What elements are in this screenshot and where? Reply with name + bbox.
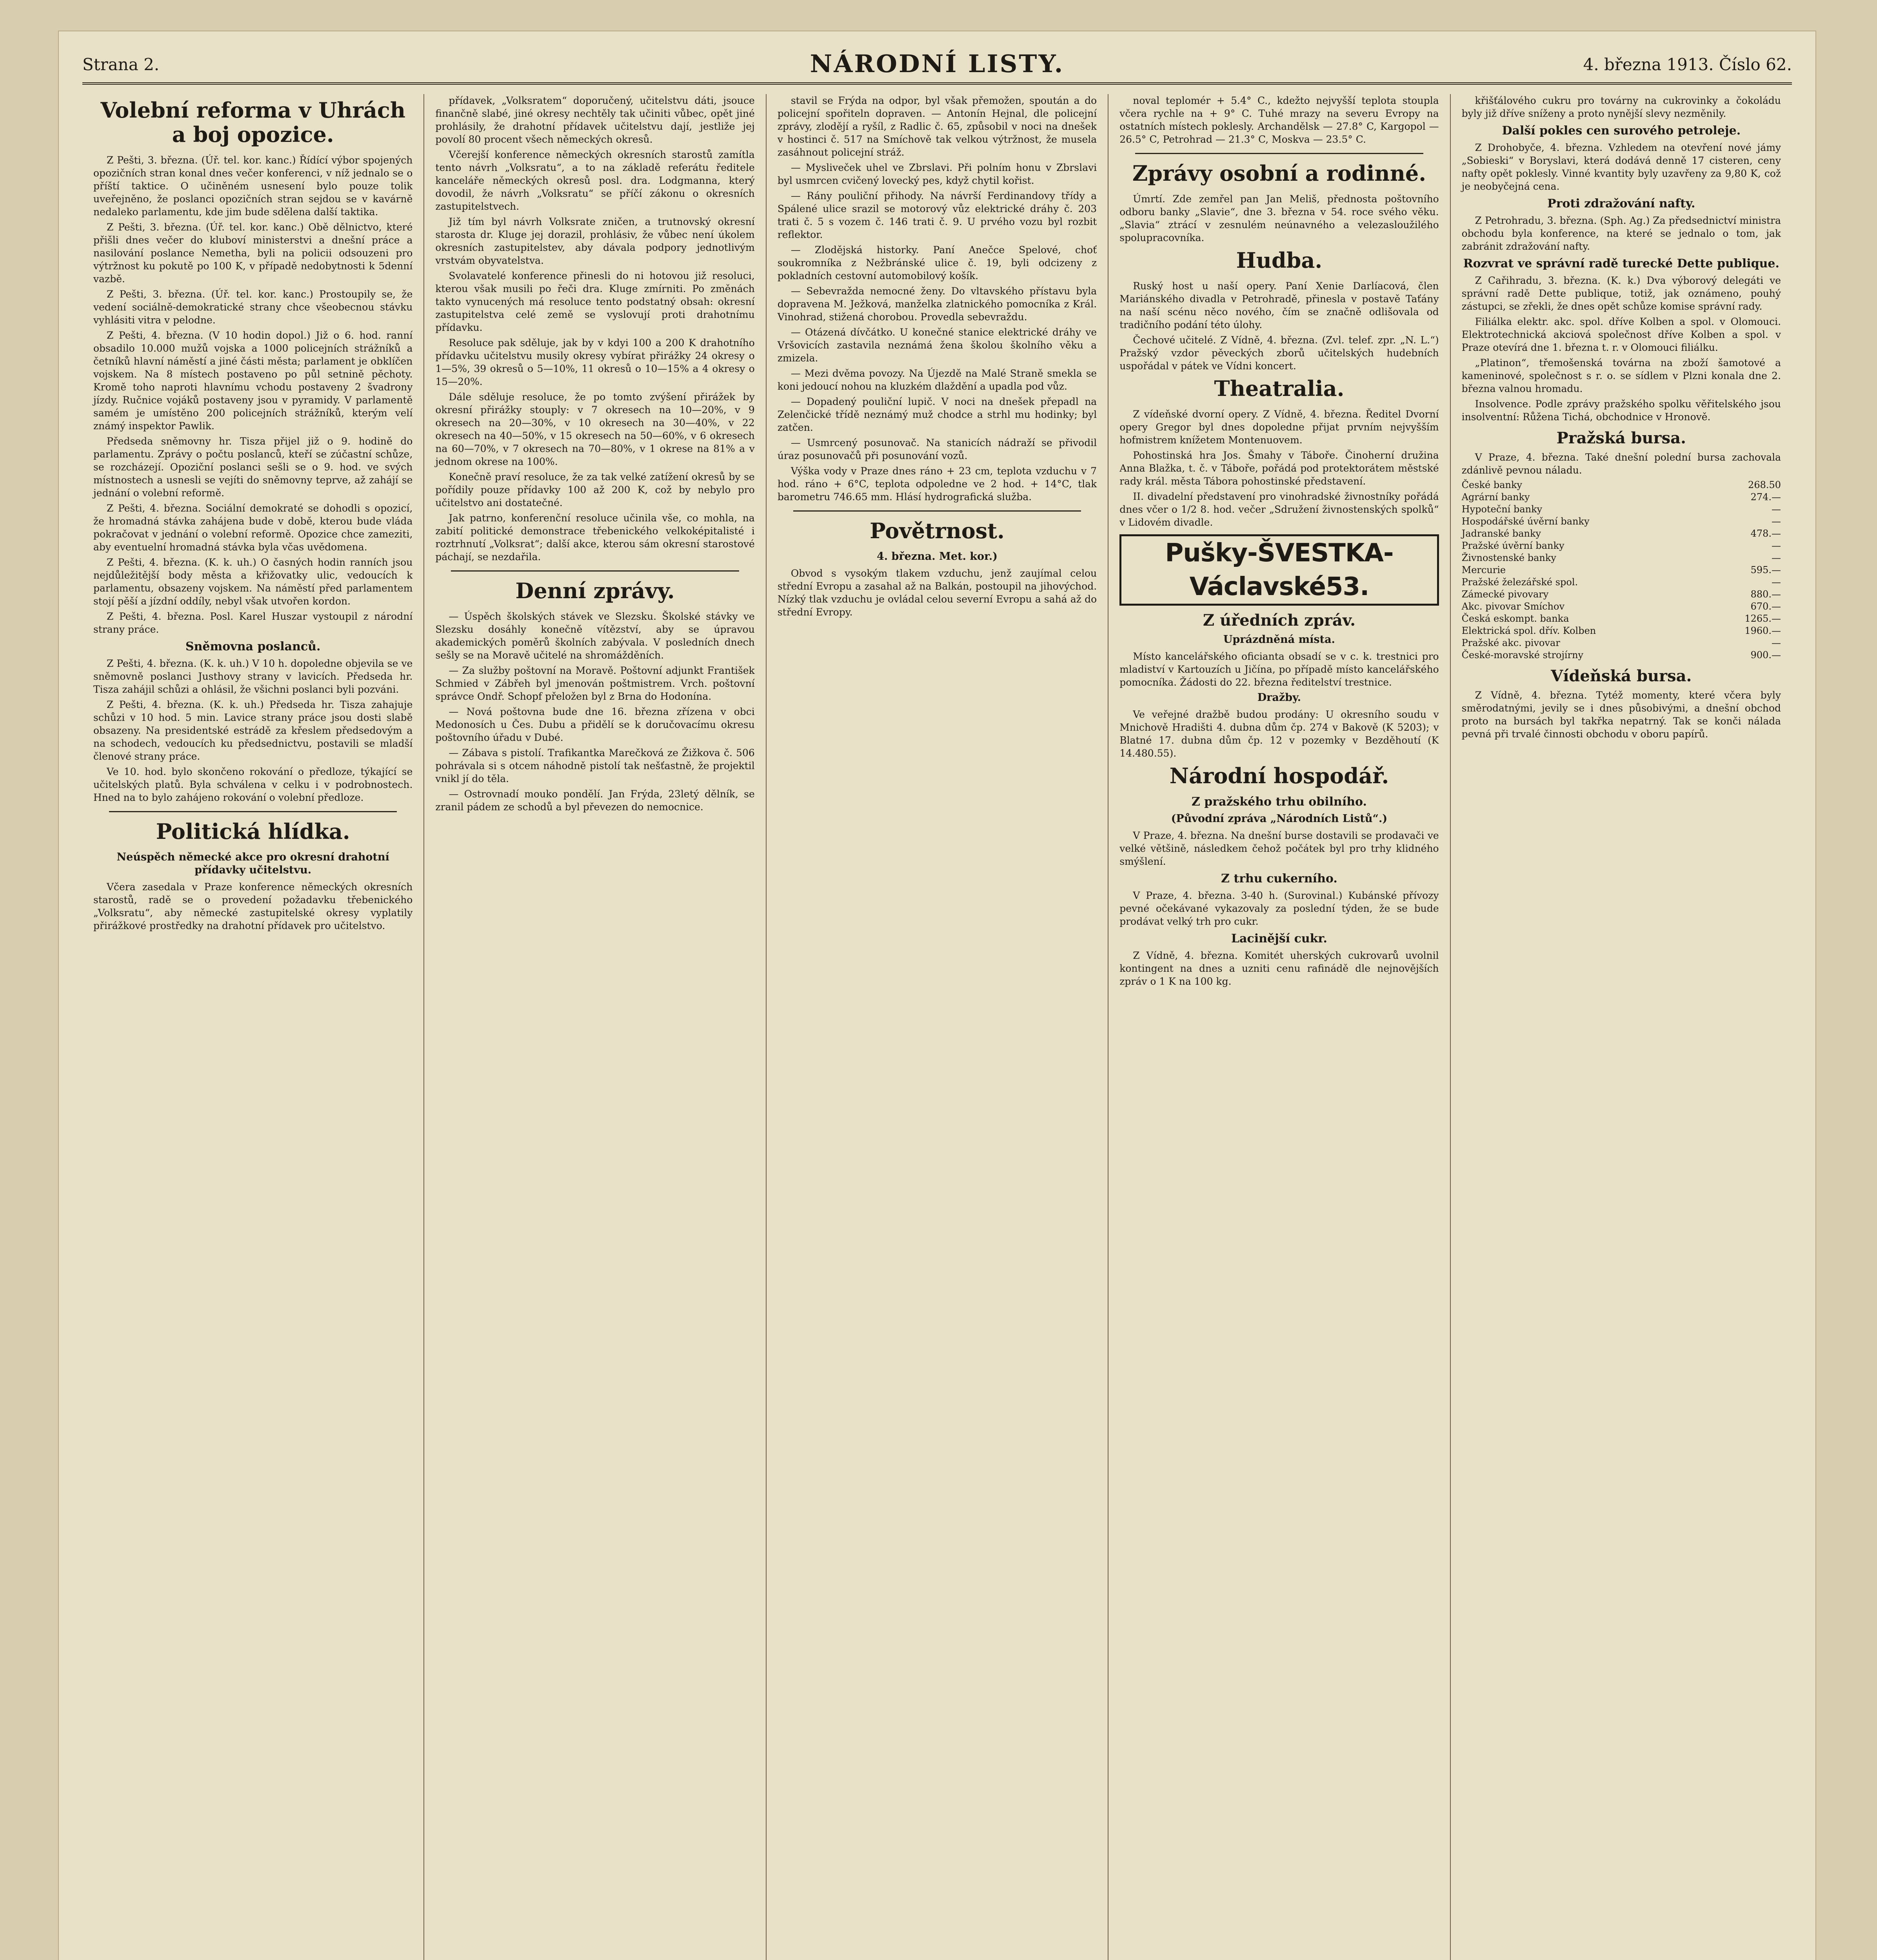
subheadline: Neúspěch německé akce pro okresní drahotní přídavky učitelstvu.	[116, 851, 389, 876]
page-header	[82, 47, 1792, 85]
article-paragraph: Úmrtí. Zde zemřel pan Jan Meliš, přednosta poštovního odboru banky „Slavie“, dne 3. března v 54. roce svého věku. „Slavia“ ztrácí v zesnulém neúnavného a velezasloužilého spolupracovníka.	[1119, 193, 1439, 243]
article-paragraph: — Za služby poštovní na Moravě. Poštovní adjunkt František Schmied v Zábřeh byl jmenován poštmistrem. Vrch. poštovní správce Ondř. Schopf přeložen byl z Brna do Hodonína.	[435, 665, 755, 702]
dateline: 4. března 1913. Číslo 62.	[1583, 55, 1792, 74]
masthead: NÁRODNÍ LISTY.	[810, 49, 1065, 78]
bourse-name: Zámecké pivovary	[1461, 589, 1549, 600]
article-paragraph: Konečně praví resoluce, že za tak velké zatížení okresů by se pořídily pouze přídavky 100 až 200 K, což by nebylo pro učitelstvo ani dostatečné.	[435, 471, 755, 508]
bourse-value: 1960.—	[1744, 625, 1781, 636]
article-paragraph: Čechové učitelé. Z Vídně, 4. března. (Zvl. telef. zpr. „N. L.“) Pražský vzdor pěveckých zborů učitelských hudebních uspořádal v pátek ve Vídni koncert.	[1119, 334, 1439, 372]
bourse-row	[1462, 515, 1781, 528]
bourse-name: Pražské úvěrní banky	[1461, 540, 1564, 551]
headline-prague-bourse: Pražská bursa.	[1556, 429, 1686, 447]
bourse-value: 595.—	[1750, 564, 1781, 575]
article-paragraph: Ve veřejné dražbě budou prodány: U okresního soudu v Mnichově Hradišti 4. dubna dům čp. 274 v Bakově (K 5203); v Blatné 17. dubna dům čp. 12 v pozemky v Bezděhoutí (K 14.480.55).	[1119, 709, 1439, 759]
article-paragraph: V Praze, 4. března. Na dnešní burse dostavili se prodavači ve velké většině, následkem čehož počátek byl pro trhy klidného smýšlení.	[1119, 830, 1439, 867]
article-paragraph: Včerejší konference německých okresních starostů zamítla tento návrh „Volksratu“, a to na základě referátu ředitele kanceláře německých okresů posl. dra. Lodgmanna, který dovodil, že návrh „Volksratu“ se příčí zákonu o okresních zastupitelstvech.	[435, 149, 755, 212]
article-paragraph: „Platinon“, třemošenská továrna na zboží šamotové a kameninové, společnost s r. o. se sídlem v Plzni konala dne 2. března valnou hromadu.	[1461, 357, 1781, 394]
bourse-name: Česká eskompt. banka	[1461, 613, 1569, 624]
subheading-chamber: Sněmovna poslanců.	[185, 640, 321, 653]
subheadline: (Původní zpráva „Národních Listů“.)	[1171, 813, 1388, 825]
article-paragraph: křišťálového cukru pro továrny na cukrovinky a čokoládu byly již dříve sníženy a proto nynější slevy nezměnily.	[1461, 95, 1781, 119]
article-paragraph: stavil se Frýda na odpor, byl však přemožen, spoután a do policejní spořiteln dopraven. — Antonín Hejnal, dle policejní zprávy, zlodějí a ryšíl, z Radlic č. 65, způsobil v noci na dnešek v hostinci č. 517 na Smíchově tak velkou výtržnost, že musela zasáhnout policejní stráž.	[777, 95, 1097, 158]
bourse-name: Hospodářské úvěrní banky	[1461, 516, 1590, 527]
article-paragraph: noval teplomér + 5.4° C., kdežto nejvyšší teplota stoupla včera rychle na + 9° C. Tuhé mrazy na severu Evropy na ostatních místech poklesly. Archandělsk — 27.8° C, Kargopol — 26.5° C, Petrohrad — 21.3° C, Moskva — 23.5° C.	[1119, 95, 1439, 145]
column-5	[1451, 94, 1792, 1960]
article-paragraph: — Dopadený pouliční lupič. V noci na dnešek přepadl na Zelenčické třídě neznámý muž chodce a strhl mu hodinky; byl zatčen.	[777, 396, 1097, 433]
bourse-row	[1462, 576, 1781, 588]
bourse-name: Hypoteční banky	[1461, 504, 1543, 515]
article-paragraph: Dále sděluje resoluce, že po tomto zvýšení přirážek by okresní přirážky stouply: v 7 okresech na 10—20%, v 9 okresech na 20—30%, v 10 okresech na 30—40%, v 22 okresech na 40—50%, v 15 okresech na 50—60%, v 6 okresech na 60—70%, v 7 okresech na 70—80%, v 1 okrese na 81% a v jednom okrese na 100%.	[435, 391, 755, 467]
bourse-name: Jadranské banky	[1461, 528, 1541, 539]
column-1	[82, 94, 424, 1960]
bourse-row	[1462, 540, 1781, 552]
bourse-name: Elektrická spol. dřív. Kolben	[1461, 625, 1596, 636]
column-3	[767, 94, 1108, 1960]
article-paragraph: — Usmrcený posunovač. Na stanicích nádraží se přivodil úraz posunovačů při posunování vozů.	[777, 437, 1097, 461]
article-paragraph: Z Pešti, 4. března. Sociální demokraté se dohodli s opozicí, že hromadná stávka zahájena bude v době, kterou bude vláda pokračovat v jednání o volební reformě. Opozice chce zameziti, aby eventuelní hromadná stávka byla včas uvědomena.	[93, 503, 413, 553]
article-paragraph: Pohostinská hra Jos. Šmahy v Táboře. Činoherní družina Anna Blažka, t. č. v Táboře, pořádá pod protektorátem městské rady král. města Tábora pohostinské představení.	[1119, 450, 1439, 487]
article-paragraph: Resoluce pak sděluje, jak by v kdyi 100 a 200 K drahotního přídavku učitelstvu musily okresy vybírat přirážky 24 okresy o 1—5%, 39 okresů o 5—10%, 11 okresů o 10—15% a 4 okresy o 15—20%.	[435, 337, 755, 387]
article-paragraph: Z Vídně, 4. března. Tytéž momenty, které včera byly směrodatnými, jevily se i dnes působivými, a dnešní obchod proto na bursách byl takřka nepatrný. Tak se konči nálada pevná při trvalé činnosti obchodu v oboru papírů.	[1461, 690, 1781, 740]
article-paragraph: Obvod s vysokým tlakem vzduchu, jenž zaujímal celou střední Evropu a zasahal až na Balkán, postoupil na jihovýchod. Nízký tlak vzduchu je ovládal celou severní Evropu a sahá až do střední Evropy.	[777, 568, 1097, 618]
article-paragraph: — Rány pouliční přihody. Na návrší Ferdinandovy třídy a Spálené ulice srazil se motorový vůz elektrické dráhy č. 203 trati č. 5 s vozem č. 146 trati č. 9. U prvého vozu byl rozbit reflektor.	[777, 190, 1097, 240]
article-paragraph: Z Cařihradu, 3. března. (K. k.) Dva výborový delegáti ve správní radě Dette publique, totiž, jak oznámeno, pouhý zástupci, se zřekli, že dnes opět schůze komise správní rady.	[1461, 275, 1781, 312]
bourse-name: Akc. pivovar Smíchov	[1461, 601, 1564, 612]
bourse-row	[1462, 637, 1781, 649]
headline-daily-news: Denní zprávy.	[515, 578, 675, 603]
headline-vienna-bourse: Vídeňská bursa.	[1551, 667, 1692, 685]
headline-music: Hudba.	[1236, 248, 1323, 273]
article-paragraph: Ve 10. hod. bylo skončeno rokování o předloze, týkající se učitelských platů. Byla schválena v celku i v podrobnostech. Hned na to bylo zahájeno rokování o volební předloze.	[93, 766, 413, 803]
subheading-cheaper-sugar: Lacinější cukr.	[1231, 932, 1327, 946]
advertisement-box: Pušky-ŠVESTKA-Václavské53.	[1119, 534, 1439, 606]
article-paragraph: Výška vody v Praze dnes ráno + 23 cm, teplota vzduchu v 7 hod. ráno + 6°C, teplota odpoledne ve 2 hod. + 14°C, tlak barometru 746.65 mm. Hlásí hydrografická služba.	[777, 465, 1097, 503]
article-paragraph: Svolavatelé konference přinesli do ni hotovou již resoluci, kterou však musili po řeči dra. Kluge zmírniti. Po změnách takto vynucených má resoluce tento podstatný obsah: okresní zastupitelstva celé země se vyslovují proti drahotnímu přídavku.	[435, 270, 755, 333]
article-paragraph: — Nová poštovna bude dne 16. března zřízena v obci Medonosích u Čes. Dubu a přidělí se k doručovacímu okresu poštovního úřadu v Dubé.	[435, 706, 755, 743]
bourse-name: České-moravské strojírny	[1461, 650, 1584, 661]
subheading-grain-market: Z pražského trhu obilního.	[1191, 795, 1367, 809]
article-paragraph: Včera zasedala v Praze konference německých okresních starostů, radě se o provedení požadavku třebenického „Volksratu“, aby německé zastupitelské okresy vyplatily přirážkové prostředky na drahotní přídavek pro učitelstvo.	[93, 881, 413, 931]
article-paragraph: Z vídeňské dvorní opery. Z Vídně, 4. března. Ředitel Dvorní opery Gregor byl dnes dopoledne přijat prvním nejvyšším hofmistrem knížetem Montenuovem.	[1119, 408, 1439, 446]
section-divider	[793, 510, 1081, 512]
bourse-table	[1462, 479, 1781, 661]
bourse-row	[1462, 503, 1781, 515]
article-paragraph: Z Pešti, 3. března. (Úř. tel. kor. kanc.) Obě dělnictvo, které přišli dnes večer do kluboví ministerstvi a dnešní práce a nasilování poslance Nemetha, byli na policii odsouzeni pro výtržnost ku pokutě po 100 K, v případě nedobytnosti k 5denní vazbě.	[93, 221, 413, 285]
article-paragraph: — Mysliveček uhel ve Zbrslavi. Při polním honu v Zbrslavi byl usmrcen cvičený lovecký pes, když chytil kořist.	[777, 162, 1097, 186]
article-paragraph: Z Pešti, 4. března. Posl. Karel Huszar vystoupil z národní strany práce.	[93, 611, 413, 635]
subheading-naphtha: Proti zdražování nafty.	[1547, 197, 1695, 211]
bourse-value: 880.—	[1750, 589, 1781, 600]
subheadline: Dražby.	[1257, 691, 1301, 704]
bourse-value: 1265.—	[1744, 613, 1781, 624]
article-paragraph: II. divadelní představení pro vinohradské živnostníky pořádá dnes včer o 1/2 8. hod. večer „Sdružení živnostenských spolků“ v Lidovém divadle.	[1119, 491, 1439, 528]
section-divider	[1135, 153, 1423, 154]
article-paragraph: Z Vídně, 4. března. Komitét uherských cukrovarů uvolnil kontingent na dnes a uzniti cenu rafinádě dle nejnovějších zpráv o 1 K na 100 kg.	[1119, 950, 1439, 987]
bourse-value: 268.50	[1748, 479, 1781, 490]
bourse-value: —	[1772, 540, 1781, 551]
newspaper-page	[59, 31, 1815, 1960]
article-paragraph: Z Pešti, 4. března. (K. k. uh.) V 10 h. dopoledne objevila se ve sněmovně poslanci Justhovy strany v lavicích. Předseda hr. Tisza zahájil schůzi a ohlásil, že všichni poslanci byli pozváni.	[93, 658, 413, 695]
article-paragraph: přídavek, „Volksratem“ doporučený, učitelstvu dáti, jsouce finančně slabé, jiné okresy nechtěly tak učiniti vůbec, opět jiné prohlásily, že drahotní přídavek učitelstvu dají, jestliže jej povolí 80 procent všech německých okresů.	[435, 95, 755, 145]
bourse-value: —	[1772, 552, 1781, 563]
article-paragraph: V Praze, 4. března. Také dnešní polední bursa zachovala zdánlivě pevnou náladu.	[1461, 452, 1781, 476]
bourse-name: Mercurie	[1461, 564, 1506, 575]
article-paragraph: V Praze, 4. března. 3-40 h. (Surovinal.) Kubánské přívozy pevné očekávané vykazovaly za poslední týden, že se bude prodávat velký trh pro cukr.	[1119, 890, 1439, 927]
subheadline: Uprázdněná místa.	[1223, 633, 1335, 646]
article-paragraph: — Mezi dvěma povozy. Na Újezdě na Malé Straně smekla se koni jedoucí nohou na kluzkém dlaždění a upadla pod vůz.	[777, 368, 1097, 392]
article-columns	[82, 94, 1792, 1960]
bourse-value: 274.—	[1750, 492, 1781, 503]
article-paragraph: Již tím byl návrh Volksrate zničen, a trutnovský okresní starosta dr. Kluge jej dorazil, prohlásiv, že vůbec není úkolem okresních zastupitelstev, aby dávala podpory jednotlivým vrstvám obyvatelstva.	[435, 216, 755, 266]
bourse-name: Pražské akc. pivovar	[1461, 637, 1560, 648]
bourse-row	[1462, 479, 1781, 491]
bourse-name: Pražské železářské spol.	[1461, 577, 1578, 588]
bourse-name: Agrární banky	[1461, 492, 1530, 503]
article-paragraph: — Úspěch školských stávek ve Slezsku. Školské stávky ve Slezsku dosáhly konečně vítězství, aby se úpravou akademických poměrů školních zabývala. V posledních dnech sešly se na Moravě učitelé na shromážděních.	[435, 611, 755, 661]
article-paragraph: Z Pešti, 3. března. (Úř. tel. kor. kanc.) Prostoupily se, že vedení sociálně-demokratické strany chce všeobecnou stávku vyhlásiti vitra v pelodne.	[93, 289, 413, 326]
bourse-value: —	[1772, 504, 1781, 515]
article-paragraph: Z Pešti, 3. března. (Úř. tel. kor. kanc.) Řídící výbor spojených opozičních stran konal dnes večer konferenci, v níž jednalo se o příští taktice. O učiněném usnesení bylo pouze tolik uveřejněno, že poslanci opozičních stran sejdou se v kavárně nedaleko parlamentu, kde jim bude sdělena další taktika.	[93, 154, 413, 218]
bourse-value: —	[1772, 516, 1781, 527]
headline-theatralia: Theatralia.	[1214, 376, 1345, 401]
bourse-value: —	[1772, 637, 1781, 648]
article-paragraph: — Zábava s pistolí. Trafikantka Marečková ze Žižkova č. 506 pohrávala si s otcem náhodně pistolí tak nešťastně, že projektil vnikl jí do těla.	[435, 747, 755, 784]
bourse-name: Živnostenské banky	[1461, 552, 1556, 563]
bourse-value: 900.—	[1750, 650, 1781, 661]
headline-weather: Povětrnost.	[870, 518, 1005, 543]
article-paragraph: Z Petrohradu, 3. března. (Sph. Ag.) Za předsednictví ministra obchodu byla konference, na které se jednalo o tom, jak zabránit zdražování nafty.	[1461, 215, 1781, 252]
bourse-row	[1462, 564, 1781, 576]
article-paragraph: — Otázená dívčátko. U konečné stanice elektrické dráhy ve Vršovicích zastavila neznámá žena školou školního věku a zmizela.	[777, 327, 1097, 364]
bourse-row	[1462, 625, 1781, 637]
bourse-row	[1462, 601, 1781, 613]
section-divider	[109, 811, 397, 812]
article-paragraph: Z Drohobyče, 4. března. Vzhledem na otevření nové jámy „Sobieski“ v Boryslavi, která dodává denně 17 cisteren, ceny nafty opět poklesly. Vinné kvantity byly uzavřeny za 9,80 K, což je neobyčejná cena.	[1461, 142, 1781, 192]
headline-official-news: Z úředních zpráv.	[1203, 611, 1356, 630]
article-paragraph: Z Pešti, 4. března. (K. k. uh.) Předseda hr. Tisza zahajuje schůzi v 10 hod. 5 min. Lavice strany práce jsou dosti slabě obsazeny. Na presidentské estrádě za křeslem předsedovým a na schodech, vedoucích ku předsednictvu, postavili se mladší členové strany práce.	[93, 699, 413, 762]
headline-personal-news: Zprávy osobní a rodinné.	[1132, 161, 1426, 186]
article-paragraph: Filiálka elektr. akc. spol. dříve Kolben a spol. v Olomouci. Elektrotechnická akciová společnost dříve Kolben a spol. v Praze otevírá dne 1. března t. r. v Olomouci filiálku.	[1461, 316, 1781, 353]
bourse-row	[1462, 613, 1781, 625]
article-paragraph: Z Pešti, 4. března. (K. k. uh.) O časných hodin ranních jsou nejdůležitější body města a křižovatky ulic, vedoucích k parlamentu, obsazeny vojskem. Na náměstí před parlamentem stojí pěší a jízdní oddíly, nebyl však utvořen kordon.	[93, 557, 413, 607]
subheading-dette-publique: Rozvrat ve správní radě turecké Dette publique.	[1463, 257, 1779, 270]
bourse-value: 670.—	[1750, 601, 1781, 612]
bourse-value: —	[1772, 577, 1781, 588]
article-paragraph: — Ostrovnadí mouko pondělí. Jan Frýda, 23letý dělník, se zranil pádem ze schodů a byl převezen do nemocnice.	[435, 788, 755, 813]
subheading-petroleum: Další pokles cen surového petroleje.	[1502, 124, 1741, 138]
article-paragraph: Z Pešti, 4. března. (V 10 hodin dopol.) Již o 6. hod. ranní obsadilo 10.000 mužů vojska a 1000 policejních strážníků a četníků hlavní náměstí a jiné části města; parlament je obklíčen vojskem. Na 8 místech postaveno po půl setnině pěchoty. Kromě toho naproti hlavnímu vchodu postaveny 2 švadrony jízdy. Ručnice vojáků postaveny jsou v pyramidy. V parlamentě samém je umístěno 200 policejních strážníků, kterým velí známý inspektor Pawlik.	[93, 330, 413, 432]
subheadline: 4. března. Met. kor.)	[876, 550, 998, 563]
bourse-row	[1462, 528, 1781, 540]
article-paragraph: — Sebevražda nemocné ženy. Do vltavského přístavu byla dopravena M. Ježková, manželka zlatnického pomocníka z Král. Vinohrad, stižená chorobou. Provedla sebevraždu.	[777, 285, 1097, 323]
article-paragraph: — Zlodějská historky. Paní Anečce Spelové, choť soukromníka z Nežbránské ulice č. 19, byli odcizeny z pokladních cestovní automobilový košík.	[777, 244, 1097, 281]
page-number: Strana 2.	[82, 55, 160, 74]
headline-political-watch: Politická hlídka.	[156, 819, 350, 844]
column-2	[424, 94, 766, 1960]
article-paragraph: Místo kancelářského oficianta obsadí se v c. k. trestnici pro mladiství v Kartouzích u Jičína, po případě místo kancelářského pomocníka. Žádosti do 22. března ředitelství trestnice.	[1119, 651, 1439, 688]
article-paragraph: Insolvence. Podle zprávy pražského spolku věřitelského jsou insolventní: Růžena Tichá, obchodnice v Hronově.	[1461, 398, 1781, 423]
column-4	[1108, 94, 1450, 1960]
article-paragraph: Ruský host u naší opery. Paní Xenie Darlíacová, člen Mariánského divadla v Petrohradě, přinesla v postavě Taťány na naší scénu něco nového, čím se značně odlišovala od tradičního podání této úlohy.	[1119, 280, 1439, 330]
bourse-name: České banky	[1461, 479, 1523, 490]
bourse-row	[1462, 491, 1781, 503]
bourse-row	[1462, 552, 1781, 564]
bourse-row	[1462, 649, 1781, 661]
bourse-value: 478.—	[1750, 528, 1781, 539]
article-paragraph: Předseda sněmovny hr. Tisza přijel již o 9. hodině do parlamentu. Zprávy o počtu poslanců, kteří se zúčastní schůze, se rozcházejí. Opoziční poslanci sešli se o 9. hod. ve svých místnostech a usnesli se vejíti do sněmovny teprve, až zahájí se jednání o volební reformě.	[93, 436, 413, 499]
article-paragraph: Jak patrno, konferenční resoluce učinila vše, co mohla, na zabití politické demonstrace třebenického velkoképitalisté i roztrhnutí „Volksrat“; další akce, kterou sám okresní starostové páchají, se nezdařila.	[435, 512, 755, 563]
section-divider	[451, 570, 739, 572]
headline-election-reform: Volební reforma v Uhrách a boj opozice.	[100, 98, 406, 147]
bourse-row	[1462, 588, 1781, 601]
subheading-sugar-market: Z trhu cukerního.	[1221, 872, 1337, 886]
headline-economy: Národní hospodář.	[1169, 763, 1389, 788]
